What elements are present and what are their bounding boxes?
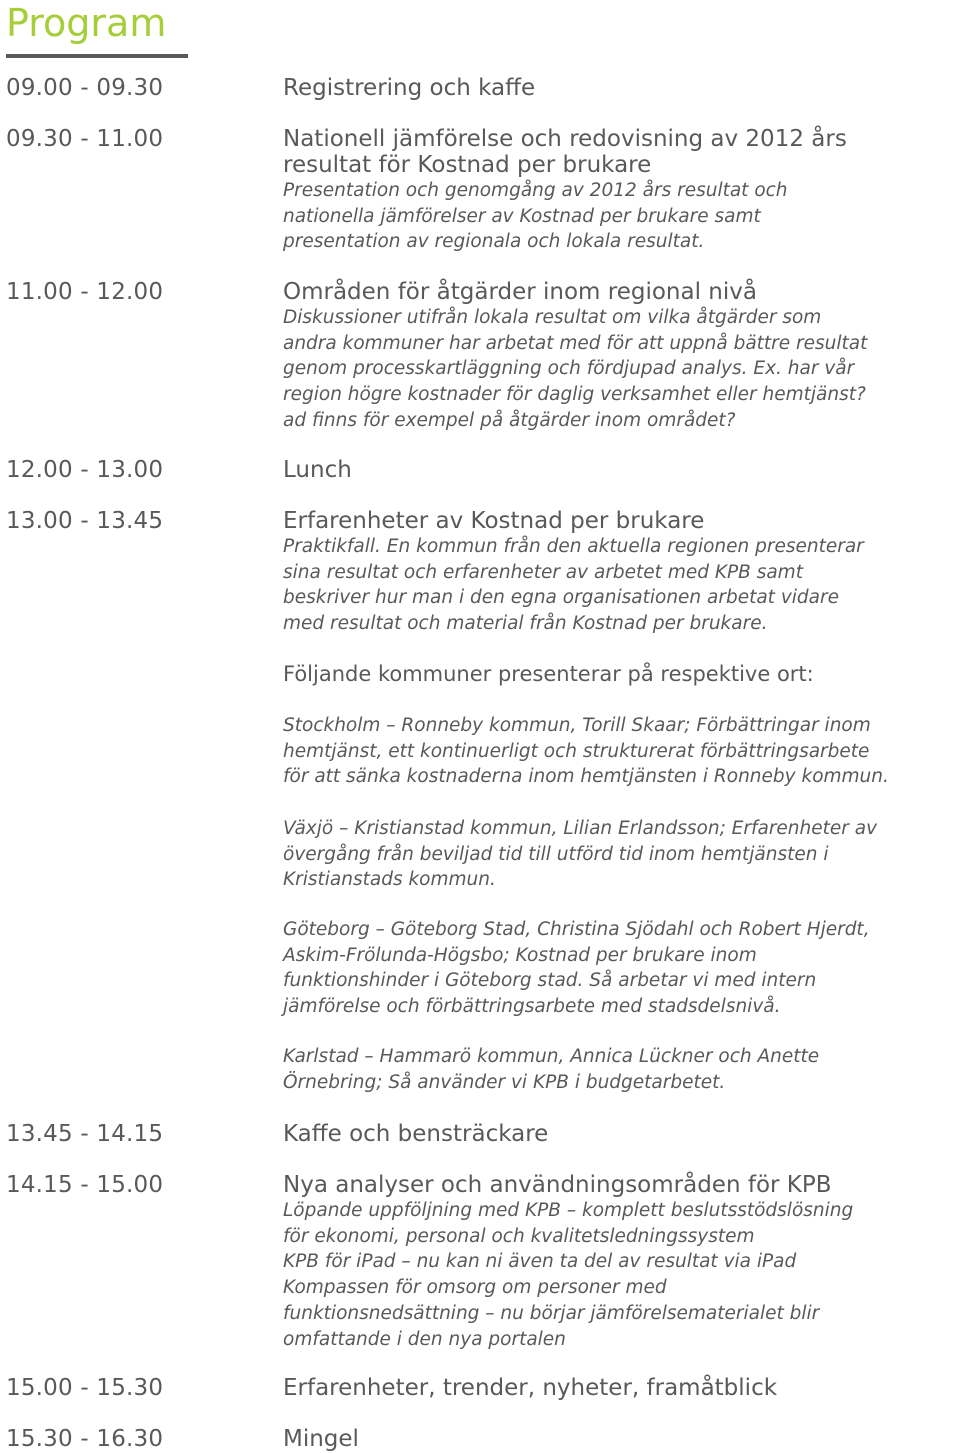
agenda-description: för ekonomi, personal och kvalitetsledningssystem — [283, 1225, 755, 1247]
agenda-description: Diskussioner utifrån lokala resultat om vilka åtgärder som — [283, 307, 822, 328]
agenda-description: Presentation och genomgång av 2012 års resultat och — [283, 180, 788, 201]
agenda-description: nationella jämförelser av Kostnad per brukare samt — [283, 205, 761, 227]
case-presentation: för att sänka kostnaderna inom hemtjänsten i Ronneby kommun. — [283, 766, 889, 788]
presenters-heading: Följande kommuner presenterar på respektive ort: — [283, 662, 814, 686]
agenda-description: ad finns för exempel på åtgärder inom området? — [283, 409, 736, 431]
case-presentation: övergång från beviljad tid till utförd tid inom hemtjänsten i — [283, 843, 829, 865]
case-presentation: Växjö – Kristianstad kommun, Lilian Erlandsson; Erfarenheter av — [283, 818, 878, 839]
agenda-description: andra kommuner har arbetat med för att uppnå bättre resultat — [283, 332, 868, 354]
agenda-description: funktionsnedsättning – nu börjar jämförelsematerialet blir — [283, 1302, 820, 1324]
agenda-title: Områden för åtgärder inom regional nivå — [283, 279, 757, 305]
agenda-description: Praktikfall. En kommun från den aktuella regionen presenterar — [283, 536, 864, 557]
agenda-description: med resultat och material från Kostnad per brukare. — [283, 613, 768, 635]
case-presentation: Kristianstads kommun. — [283, 869, 496, 891]
agenda-title: Lunch — [283, 457, 352, 483]
agenda-title: resultat för Kostnad per brukare — [283, 152, 652, 178]
page-title: Program — [6, 1, 167, 45]
agenda-time: 11.00 - 12.00 — [6, 279, 164, 305]
agenda-time: 13.45 - 14.15 — [6, 1121, 164, 1147]
agenda-time: 14.15 - 15.00 — [6, 1172, 164, 1198]
agenda-time: 12.00 - 13.00 — [6, 457, 164, 483]
agenda-description: sina resultat och erfarenheter av arbetet med KPB samt — [283, 561, 803, 583]
case-presentation: hemtjänst, ett kontinuerligt och strukturerat förbättringsarbete — [283, 740, 870, 762]
case-presentation: funktionshinder i Göteborg stad. Så arbetar vi med intern — [283, 970, 817, 992]
case-presentation: Göteborg – Göteborg Stad, Christina Sjödahl och Robert Hjerdt, — [283, 919, 870, 940]
case-presentation: Örnebring; Så använder vi KPB i budgetarbetet. — [283, 1071, 726, 1093]
agenda-title: Kaffe och bensträckare — [283, 1121, 549, 1147]
case-presentation: Askim-Frölunda-Högsbo; Kostnad per brukare inom — [283, 944, 757, 966]
agenda-title: Mingel — [283, 1426, 359, 1452]
agenda-description: presentation av regionala och lokala resultat. — [283, 231, 705, 253]
agenda-time: 09.00 - 09.30 — [6, 75, 164, 101]
agenda-description: Kompassen för omsorg om personer med — [283, 1277, 667, 1299]
agenda-description: KPB för iPad – nu kan ni även ta del av resultat via iPad — [283, 1251, 797, 1273]
case-presentation: Karlstad – Hammarö kommun, Annica Lückner och Anette — [283, 1046, 820, 1067]
agenda-time: 15.00 - 15.30 — [6, 1375, 164, 1401]
agenda-title: Nationell jämförelse och redovisning av 2012 års — [283, 126, 847, 152]
agenda-description: region högre kostnader för daglig verksamhet eller hemtjänst? — [283, 384, 866, 406]
agenda-title: Erfarenheter av Kostnad per brukare — [283, 508, 705, 534]
case-presentation: Stockholm – Ronneby kommun, Torill Skaar; Förbättringar inom — [283, 715, 871, 736]
agenda-time: 15.30 - 16.30 — [6, 1426, 164, 1452]
agenda-description: Löpande uppföljning med KPB – komplett beslutsstödslösning — [283, 1200, 854, 1221]
agenda-time: 13.00 - 13.45 — [6, 508, 164, 534]
agenda-description: omfattande i den nya portalen — [283, 1328, 566, 1350]
agenda-time: 09.30 - 11.00 — [6, 126, 164, 152]
agenda-description: beskriver hur man i den egna organisationen arbetat vidare — [283, 587, 839, 609]
agenda-title: Erfarenheter, trender, nyheter, framåtblick — [283, 1375, 778, 1401]
agenda-description: genom processkartläggning och fördjupad analys. Ex. har vår — [283, 358, 855, 380]
agenda-title: Registrering och kaffe — [283, 75, 536, 101]
agenda-title: Nya analyser och användningsområden för KPB — [283, 1172, 832, 1198]
case-presentation: jämförelse och förbättringsarbete med stadsdelsnivå. — [283, 996, 781, 1018]
